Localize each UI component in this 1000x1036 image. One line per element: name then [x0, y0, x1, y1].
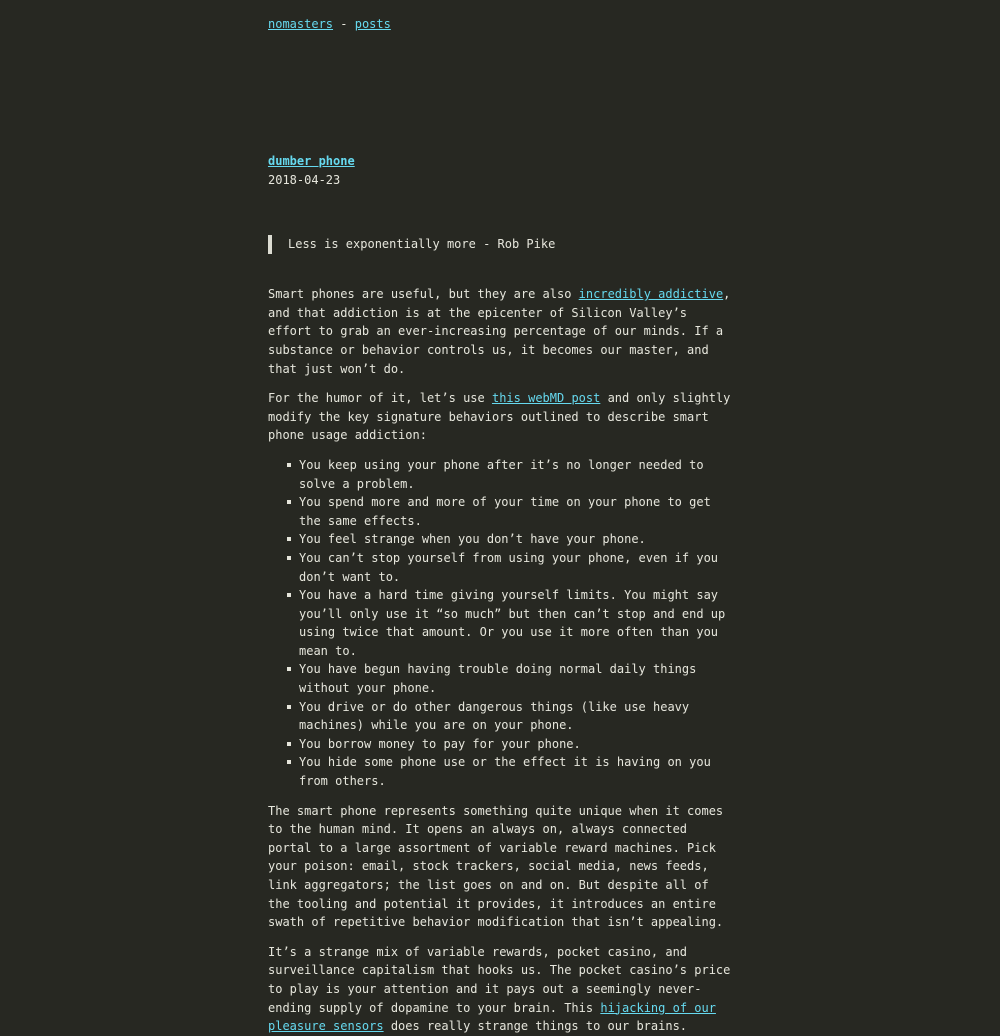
- home-link[interactable]: nomasters: [268, 17, 334, 31]
- paragraph-1: [268, 285, 733, 378]
- paragraph-2-text-before: For the humor of it, let’s use: [268, 391, 492, 406]
- addiction-behaviors-list: [268, 456, 733, 791]
- paragraph-4: [268, 943, 733, 1036]
- list-item: You can’t stop yourself from using your phone, even if you don’t want to.: [299, 549, 733, 586]
- epigraph-quote: Less is exponentially more - Rob Pike: [268, 235, 733, 254]
- paragraph-2: [268, 389, 733, 445]
- paragraph-4-text-before: It’s a strange mix of variable rewards, pocket casino, and surveillance capitalism that hooks us. The pocket casino’s price to play is your attention and it pays out a seemingly never-ending supply of dopamine to your brain. This: [268, 944, 731, 1015]
- top-nav: [268, 15, 733, 35]
- list-item: You feel strange when you don’t have your phone.: [299, 530, 733, 549]
- paragraph-4-text-after: does really strange things to our brains.: [383, 1019, 688, 1034]
- paragraph-1-text-after: , and that addiction is at the epicenter of Silicon Valley’s effort to grab an ever-increasing percentage of our minds. If a substance or behavior controls us, it becomes our master, and that just won’t do.: [268, 287, 731, 376]
- list-item: You spend more and more of your time on your phone to get the same effects.: [299, 493, 733, 530]
- list-item: You have begun having trouble doing normal daily things without your phone.: [299, 660, 733, 697]
- hijacking-pleasure-sensors-link[interactable]: hijacking of our pleasure sensors: [268, 1000, 716, 1034]
- post-title[interactable]: dumber phone: [268, 154, 355, 168]
- page-content: [268, 15, 733, 1036]
- nav-separator: -: [340, 17, 355, 31]
- paragraph-1-text-before: Smart phones are useful, but they are also: [268, 287, 579, 302]
- list-item: You have a hard time giving yourself limits. You might say you’ll only use it “so much” but then can’t stop and end up using twice that amount. Or you use it more often than you mean to.: [299, 586, 733, 660]
- post-header: [268, 152, 733, 189]
- webmd-post-link[interactable]: this webMD post: [491, 391, 601, 406]
- post-date: 2018-04-23: [268, 172, 341, 187]
- posts-link[interactable]: posts: [354, 17, 391, 31]
- paragraph-2-text-after: and only slightly modify the key signature behaviors outlined to describe smart phone usage addiction:: [268, 391, 731, 443]
- paragraph-3: The smart phone represents something quite unique when it comes to the human mind. It opens an always on, always connected portal to a large assortment of variable reward machines. Pick your poison: email, stock trackers, social media, news feeds, link aggregators; the list goes on and on. But despite all of the tooling and potential it provides, it introduces an entire swath of repetitive behavior modification that isn’t appealing.: [268, 803, 724, 930]
- list-item: You borrow money to pay for your phone.: [299, 735, 733, 754]
- list-item: You keep using your phone after it’s no longer needed to solve a problem.: [299, 456, 733, 493]
- list-item: You drive or do other dangerous things (like use heavy machines) while you are on your phone.: [299, 698, 733, 735]
- list-item: You hide some phone use or the effect it is having on you from others.: [299, 753, 733, 790]
- incredibly-addictive-link[interactable]: incredibly addictive: [578, 287, 724, 302]
